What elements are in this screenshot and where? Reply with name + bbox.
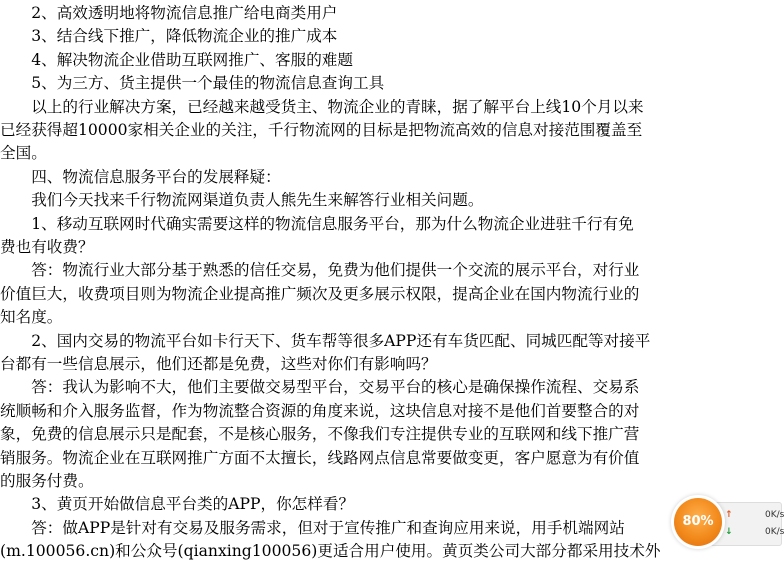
text-line: 的服务付费。 [0,472,94,490]
text-line: 知名度。 [0,308,63,327]
download-rate: 0K/s [765,527,784,537]
text-line: 5、为三方、货主提供一个最佳的物流信息查询工具 [0,74,385,93]
text-line: 答：我认为影响不大，他们主要做交易型平台，交易平台的核心是确保操作流程、交易系 [0,378,640,397]
text-line: 四、物流信息服务平台的发展释疑： [0,167,281,186]
text-line: 我们今天找来千行物流网渠道负责人熊先生来解答行业相关问题。 [0,191,484,210]
text-line: 2、高效透明地将物流信息推广给电商类用户 [0,4,338,22]
text-line: 销服务。物流企业在互联网推广方面不太擅长，线路网点信息常要做变更，客户愿意为有价值 [0,448,640,467]
text-line: 3、结合线下推广，降低物流企业的推广成本 [0,27,338,46]
text-line: 答：物流行业大部分基于熟悉的信任交易，免费为他们提供一个交流的展示平台，对行业 [0,261,640,280]
text-line: (m.100056.cn)和公众号(qianxing100056)更适合用户使用。黄页类公司大部分都采用技术外 [0,542,661,561]
text-line: 价值巨大，收费项目则为物流企业提高推广频次及更多展示权限，提高企业在国内物流行业的 [0,284,640,303]
text-line: 象，免费的信息展示只是配套，不是核心服务，不像我们专注提供专业的互联网和线下推广营 [0,425,640,444]
text-line: 2、国内交易的物流平台如卡行天下、货车帮等很多APP还有车货匹配、同城匹配等对接平 [0,331,651,350]
down-arrow-icon: ↓ [725,527,733,537]
text-line: 已经获得超10000家相关企业的关注，千行物流网的目标是把物流高效的信息对接范围覆盖至 [0,121,643,139]
text-line: 答：做APP是针对有交易及服务需求，但对于宣传推广和查询应用来说，用手机端网站 [0,518,625,537]
upload-row [725,508,784,522]
text-line: 台都有一些信息展示，他们还都是免费，这些对你们有影响吗？ [0,355,437,373]
text-line: 4、解决物流企业借助互联网推广、客服的难题 [0,50,353,69]
download-row [725,525,784,539]
text-line: 1、移动互联网时代确实需要这样的物流信息服务平台，那为什么物流企业进驻千行有免 [0,214,634,233]
network-monitor-widget[interactable] [670,494,784,550]
up-arrow-icon: ↑ [725,510,733,520]
text-line: 统顺畅和介入服务监督，作为物流整合资源的角度来说，这块信息对接不是他们首要整合的对 [0,401,640,420]
text-line: 以上的行业解决方案，已经越来越受货主、物流企业的青睐，据了解平台上线10个月以来 [0,97,644,116]
memory-usage-ball[interactable]: 80% [674,498,722,546]
text-line: 费也有收费？ [0,238,94,256]
text-line: 全国。 [0,144,47,163]
text-line: 3、黄页开始做信息平台类的APP，你怎样看？ [0,495,355,514]
upload-rate: 0K/s [765,510,784,520]
